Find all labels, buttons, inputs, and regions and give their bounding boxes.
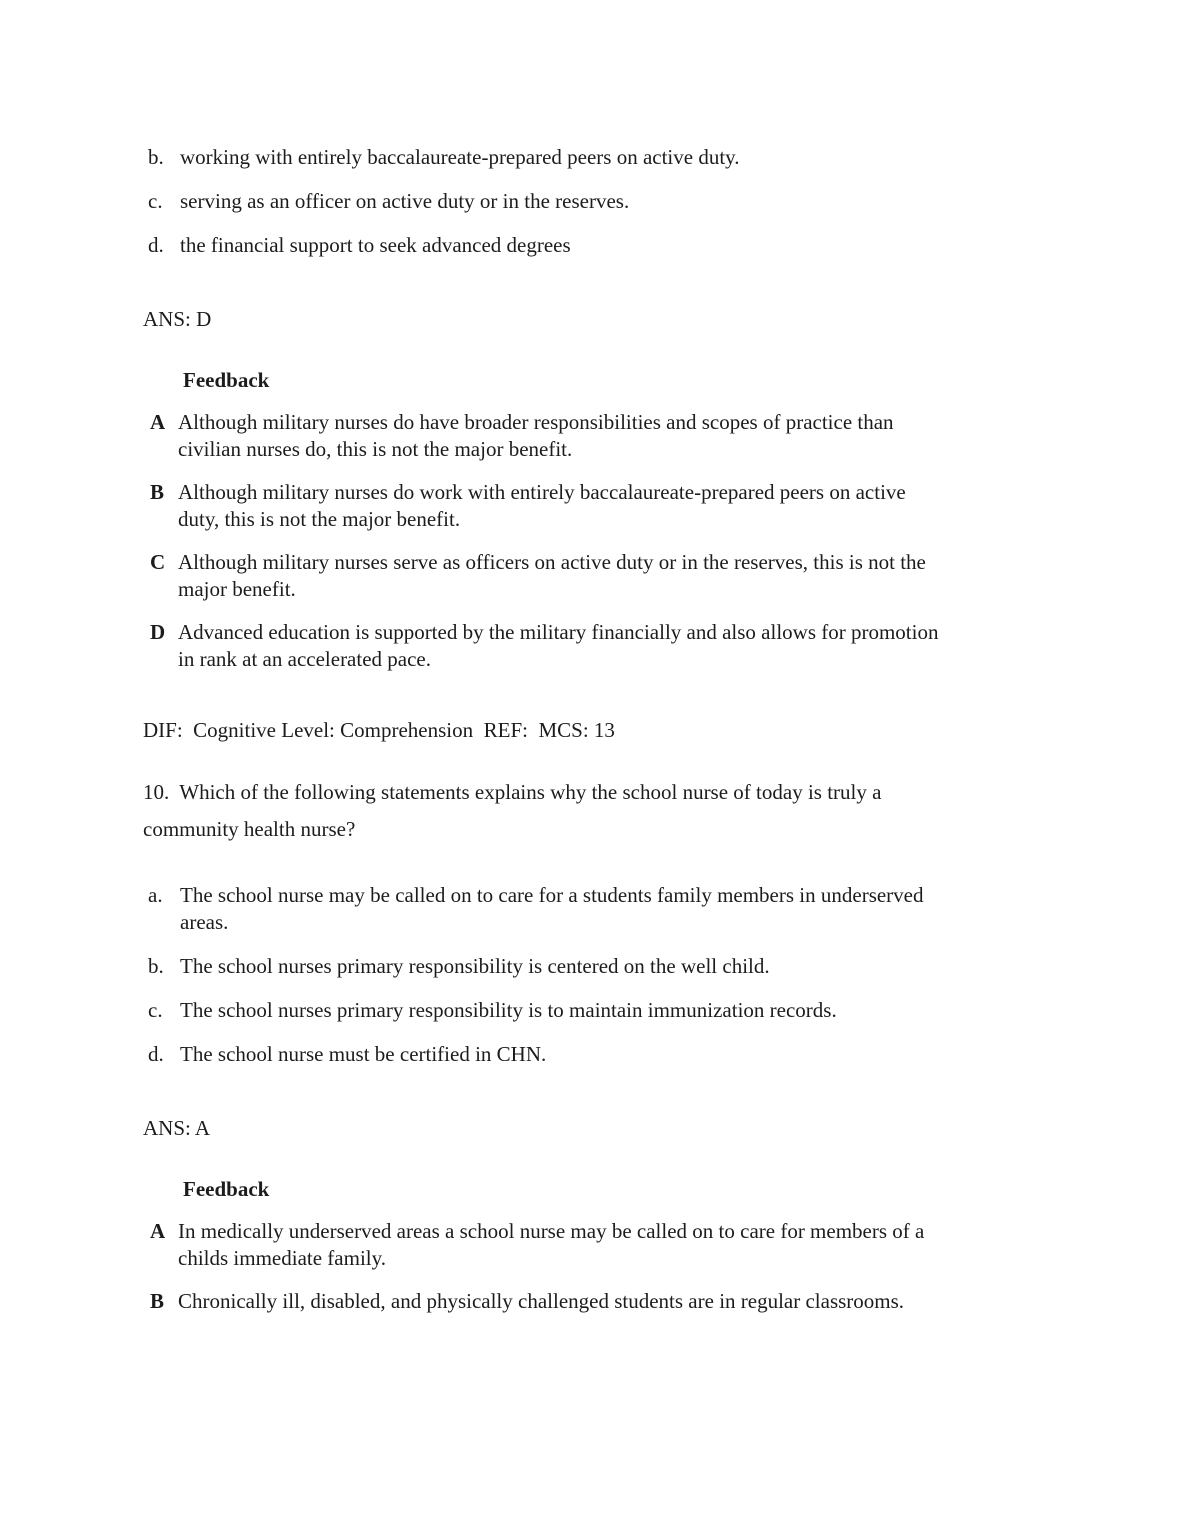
option-letter: d.: [148, 233, 164, 257]
option-letter: c.: [148, 998, 163, 1022]
option-text: The school nurse may be called on to care for a students family members in underserved areas.: [180, 883, 924, 934]
feedback-letter: B: [150, 480, 165, 504]
mcq-option: [143, 144, 1120, 171]
feedback-item: [143, 1218, 1120, 1272]
feedback-text: Although military nurses do work with entirely baccalaureate-prepared peers on active duty, this is not the major benefit.: [178, 480, 906, 531]
mcq-option: [143, 997, 1120, 1024]
feedback-text: Chronically ill, disabled, and physically challenged students are in regular classrooms.: [178, 1289, 905, 1313]
question-paragraph: [143, 774, 965, 848]
answer-line: ANS: A: [143, 1116, 211, 1140]
feedback-text: Although military nurses serve as officers on active duty or in the reserves, this is not the major benefit.: [178, 550, 926, 601]
option-letter: d.: [148, 1042, 164, 1066]
feedback-letter: B: [150, 1289, 165, 1313]
feedback-text: In medically underserved areas a school nurse may be called on to care for members of a childs immediate family.: [178, 1219, 925, 1270]
feedback-item: [143, 619, 1120, 673]
mcq-option: [143, 882, 1120, 936]
option-letter: b.: [148, 954, 164, 978]
option-text: the financial support to seek advanced degrees: [180, 233, 571, 257]
feedback-item: [143, 1288, 1120, 1315]
feedback-heading: Feedback: [183, 1177, 270, 1201]
mcq-option: [143, 188, 1120, 215]
option-text: The school nurses primary responsibility is to maintain immunization records.: [180, 998, 837, 1022]
option-letter: a.: [148, 883, 163, 907]
option-text: The school nurses primary responsibility is centered on the well child.: [180, 954, 770, 978]
option-text: serving as an officer on active duty or in the reserves.: [180, 189, 630, 213]
question9-feedback-list: [143, 409, 1120, 673]
mcq-option: [143, 232, 1120, 259]
question-text: Which of the following statements explains why the school nurse of today is truly a community health nurse?: [143, 780, 882, 841]
option-letter: b.: [148, 145, 164, 169]
mcq-option: [143, 1041, 1120, 1068]
option-text: working with entirely baccalaureate-prepared peers on active duty.: [180, 145, 740, 169]
mcq-option: [143, 953, 1120, 980]
feedback-letter: A: [150, 1219, 166, 1243]
feedback-heading: Feedback: [183, 368, 270, 392]
feedback-letter: C: [150, 550, 166, 574]
question10-options: [143, 882, 1120, 1068]
question-number: 10.: [143, 780, 170, 804]
feedback-letter: A: [150, 410, 166, 434]
question10-feedback-list: [143, 1218, 1120, 1315]
question9-options: [143, 144, 1120, 259]
option-letter: c.: [148, 189, 163, 213]
feedback-item: [143, 479, 1120, 533]
feedback-text: Although military nurses do have broader responsibilities and scopes of practice than civilian nurses do, this is not the major benefit.: [178, 410, 894, 461]
feedback-item: [143, 549, 1120, 603]
answer-line: ANS: D: [143, 307, 212, 331]
feedback-text: Advanced education is supported by the military financially and also allows for promotion in rank at an accelerated pace.: [178, 620, 939, 671]
feedback-item: [143, 409, 1120, 463]
feedback-letter: D: [150, 620, 166, 644]
option-text: The school nurse must be certified in CHN.: [180, 1042, 547, 1066]
dif-line: DIF: Cognitive Level: Comprehension REF: MCS: 13: [143, 718, 615, 742]
